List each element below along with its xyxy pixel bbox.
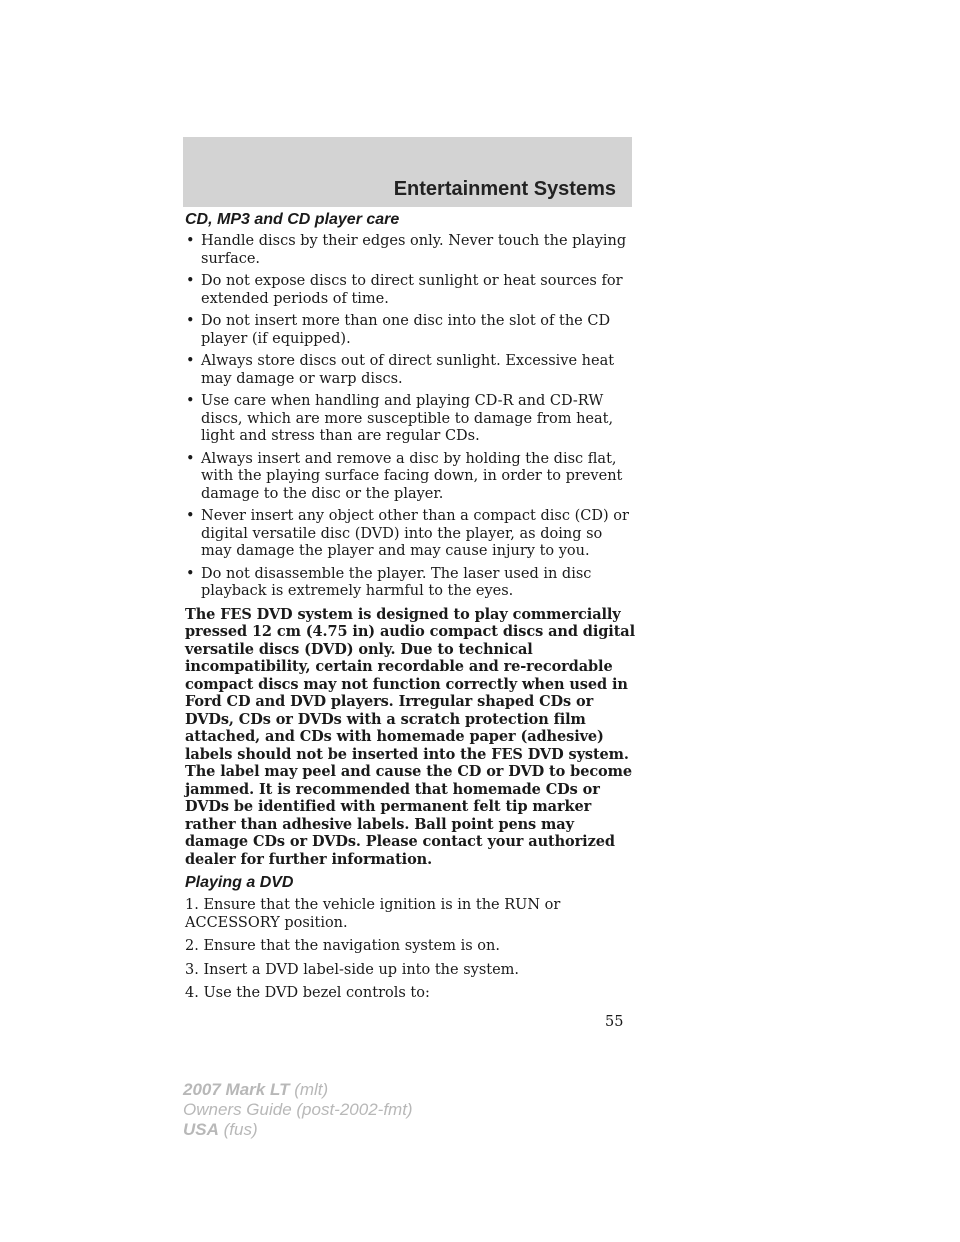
footer-line-model [183, 1080, 413, 1100]
dvd-compatibility-notice: The FES DVD system is designed to play commercially pressed 12 cm (4.75 in) audio compact discs and digital versatile discs (DVD) only. Due to technical incompatibility, certain recordable and re-recordable compact discs may not function correctly when used in Ford CD and DVD players. Irregular shaped CDs or DVDs, CDs or DVDs with a scratch protection film attached, and CDs with homemade paper (adhesive) labels should not be inserted into the FES DVD system. The label may peel and cause the CD or DVD to become jammed. It is recommended that homemade CDs or DVDs be identified with permanent felt tip marker rather than adhesive labels. Ball point pens may damage CDs or DVDs. Please contact your authorized dealer for further information. [185, 605, 635, 868]
step-item: 1. Ensure that the vehicle ignition is in the RUN or ACCESSORY position. [185, 897, 561, 931]
playing-dvd-heading: Playing a DVD [185, 874, 294, 891]
document-footer [183, 1080, 413, 1140]
care-bullet-list [185, 233, 635, 601]
step-item: 2. Ensure that the navigation system is on. [185, 938, 500, 954]
list-item: • Do not expose discs to direct sunlight or heat sources for extended periods of time. [185, 273, 635, 308]
section-title: Entertainment Systems [393, 178, 616, 200]
list-item: • Never insert any object other than a compact disc (CD) or digital versatile disc (DVD) into the player, as doing so may damage the player and may cause injury to you. [185, 508, 635, 561]
footer-line-market [183, 1120, 413, 1140]
footer-model: 2007 Mark LT [183, 1080, 290, 1099]
footer-market-code: (fus) [223, 1120, 258, 1139]
step-item: 4. Use the DVD bezel controls to: [185, 985, 430, 1001]
playing-steps [185, 897, 635, 1003]
step-item: 3. Insert a DVD label-side up into the system. [185, 961, 520, 978]
list-item: • Do not insert more than one disc into the slot of the CD player (if equipped). [185, 313, 635, 348]
page-content [185, 211, 635, 1009]
list-item: • Always insert and remove a disc by holding the disc flat, with the playing surface facing down, in order to prevent damage to the disc or the player. [185, 451, 635, 504]
footer-market: USA [183, 1120, 219, 1139]
list-item: • Do not disassemble the player. The laser used in disc playback is extremely harmful to the eyes. [185, 566, 635, 601]
page-number: 55 [605, 1014, 624, 1030]
footer-model-code: (mlt) [294, 1080, 329, 1099]
section-header-band [183, 137, 632, 207]
footer-line-guide: Owners Guide (post-2002-fmt) [183, 1100, 413, 1119]
list-item: • Always store discs out of direct sunlight. Excessive heat may damage or warp discs. [185, 353, 635, 388]
list-item: • Handle discs by their edges only. Never touch the playing surface. [185, 233, 635, 268]
care-heading: CD, MP3 and CD player care [185, 211, 400, 228]
list-item: • Use care when handling and playing CD-R and CD-RW discs, which are more susceptible to damage from heat, light and stress than are regular CDs. [185, 393, 635, 446]
